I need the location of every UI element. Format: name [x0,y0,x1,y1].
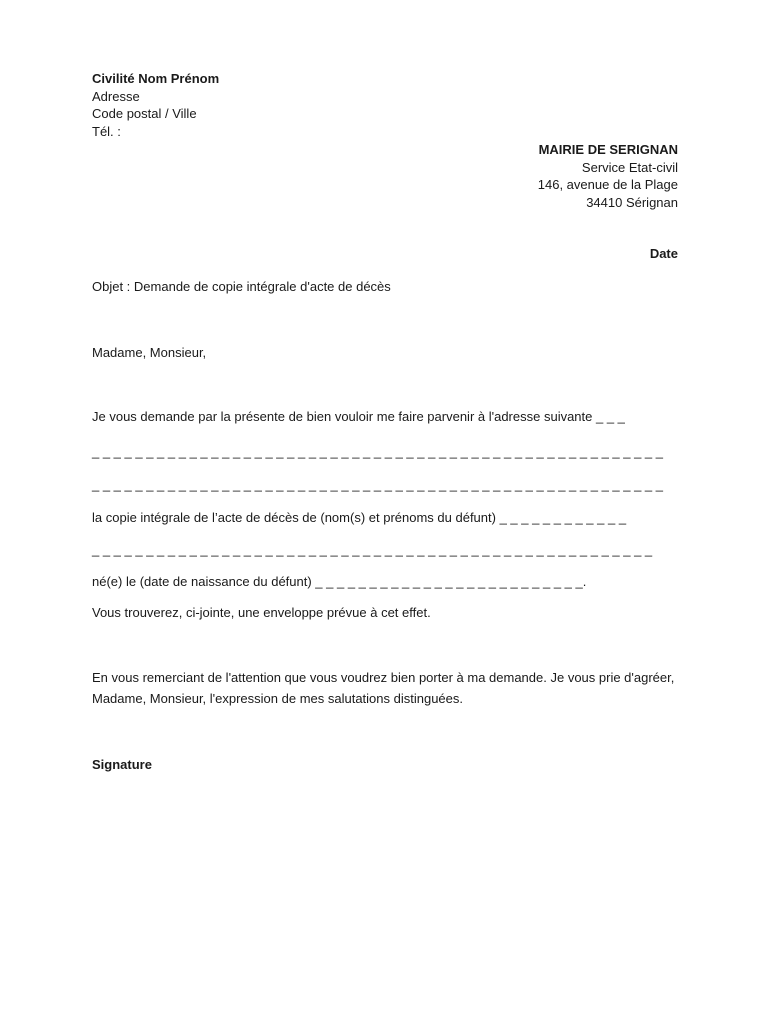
closing-paragraph: En vous remerciant de l'attention que vous voudrez bien porter à ma demande. Je vous prie d'agréer, Madame, Monsieur, l'expression de mes salutations distinguées. [92,670,675,706]
signature-label: Signature [92,757,152,772]
sender-address: Adresse [92,88,140,104]
sender-block [92,70,219,140]
recipient-name: MAIRIE DE SERIGNAN [538,142,678,157]
recipient-city: 34410 Sérignan [586,194,678,210]
body-line-4: la copie intégrale de l’acte de décès de (nom(s) et prénoms du défunt) _ _ _ _ _ _ _ _ _ _ _ _ [92,510,627,525]
sender-phone: Tél. : [92,123,121,139]
recipient-service: Service Etat-civil [581,159,678,175]
sender-postal-city: Code postal / Ville [92,106,197,121]
body-line-6: né(e) le (date de naissance du défunt) _ _ _ _ _ _ _ _ _ _ _ _ _ _ _ _ _ _ _ _ _ _ _ _ _. [92,574,587,589]
body-line-1: Je vous demande par la présente de bien vouloir me faire parvenir à l'adresse suivante _ _ _ [92,409,625,424]
recipient-block [538,141,678,211]
subject-line: Objet : Demande de copie intégrale d'acte de décès [92,279,391,294]
body-line-7: Vous trouverez, ci-jointe, une enveloppe prévue à cet effet. [92,605,431,620]
salutation: Madame, Monsieur, [92,345,207,360]
sender-name: Civilité Nom Prénom [92,71,220,86]
body-line-5: _ _ _ _ _ _ _ _ _ _ _ _ _ _ _ _ _ _ _ _ _ _ _ _ _ _ _ _ _ _ _ _ _ _ _ _ _ _ _ _ _ _ _ _ _ _ _ _ _ _ _ _ [92,542,653,557]
body-line-3: _ _ _ _ _ _ _ _ _ _ _ _ _ _ _ _ _ _ _ _ _ _ _ _ _ _ _ _ _ _ _ _ _ _ _ _ _ _ _ _ _ _ _ _ _ _ _ _ _ _ _ _ _ [92,477,664,492]
date-label: Date [649,246,678,261]
body-line-2: _ _ _ _ _ _ _ _ _ _ _ _ _ _ _ _ _ _ _ _ _ _ _ _ _ _ _ _ _ _ _ _ _ _ _ _ _ _ _ _ _ _ _ _ _ _ _ _ _ _ _ _ _ [92,444,664,459]
recipient-street: 146, avenue de la Plage [537,177,678,192]
